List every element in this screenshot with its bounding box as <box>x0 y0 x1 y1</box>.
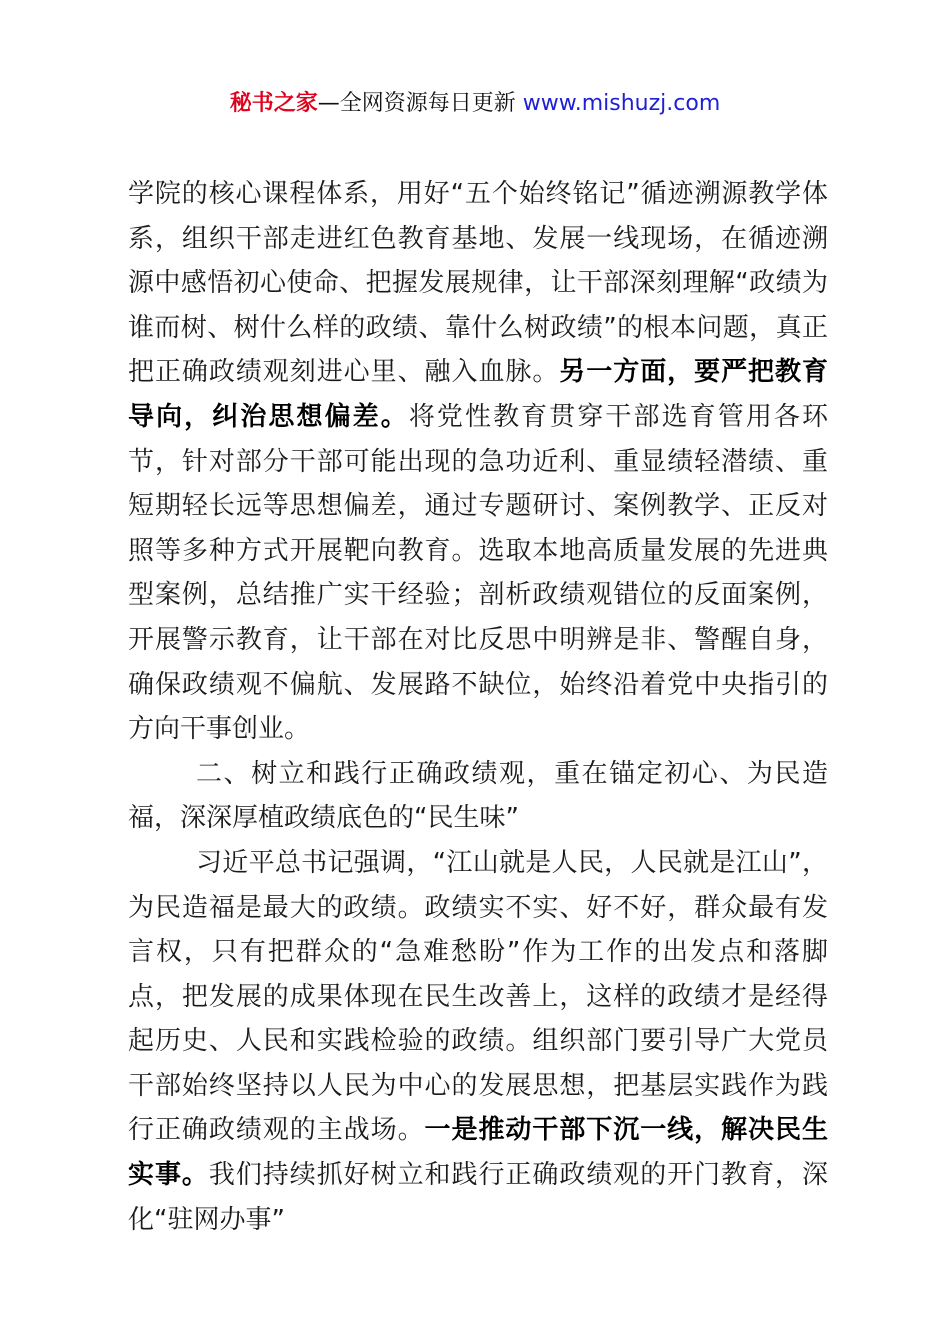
page-header <box>0 88 950 120</box>
paragraph-bold-text: 一是推动干部下沉一线，解决民生实事。 <box>128 1115 828 1191</box>
paragraph-text: 学院的核心课程体系，用好“五个始终铭记”循迹溯源教学体系，组织干部走进红色教育基地、发展一线现场，在循迹溯源中感悟初心使命、把握发展规律，让干部深刻理解“政绩为谁而树、树什么样的政绩、靠什么树政绩”的根本问题，真正把正确政绩观刻进心里、融入血脉。 <box>128 179 828 388</box>
paragraph-bold-text: 另一方面，要严把教育导向，纠治思想偏差。 <box>128 357 828 432</box>
section-heading <box>128 752 828 841</box>
section-heading-text: 二、树立和践行正确政绩观，重在锚定初心、为民造福，深深厚植政绩底色的“民生味” <box>128 758 828 834</box>
paragraph-text: 习近平总书记强调，“江山就是人民，人民就是江山”，为民造福是最大的政绩。政绩实不实、好不好，群众最有发言权，只有把群众的“急难愁盼”作为工作的出发点和落脚点，把发展的成果体现在民生改善上，这样的政绩才是经得起历史、人民和实践检验的政绩。组织部门要引导广大党员干部始终坚持以人民为中心的发展思想，把基层实践作为践行正确政绩观的主战场。 <box>128 847 828 1146</box>
paragraph-text: 我们持续抓好树立和践行正确政绩观的开门教育，深化“驻网办事” <box>128 1160 828 1235</box>
site-url-link[interactable]: www.mishuzj.com <box>522 91 721 116</box>
brand-name: 秘书之家 <box>229 91 318 116</box>
document-body <box>128 172 828 1242</box>
header-slogan: —全网资源每日更新 <box>317 91 516 116</box>
paragraph-text: 将党性教育贯穿干部选育管用各环节，针对部分干部可能出现的急功近利、重显绩轻潜绩、重短期轻长远等思想偏差，通过专题研讨、案例教学、正反对照等多种方式开展靶向教育。选取本地高质量发展的先进典型案例，总结推广实干经验；剖析政绩观错位的反面案例，开展警示教育，让干部在对比反思中明辨是非、警醒自身，确保政绩观不偏航、发展路不缺位，始终沿着党中央指引的方向干事创业。 <box>128 401 828 745</box>
paragraph <box>128 841 828 1242</box>
paragraph <box>128 172 828 752</box>
